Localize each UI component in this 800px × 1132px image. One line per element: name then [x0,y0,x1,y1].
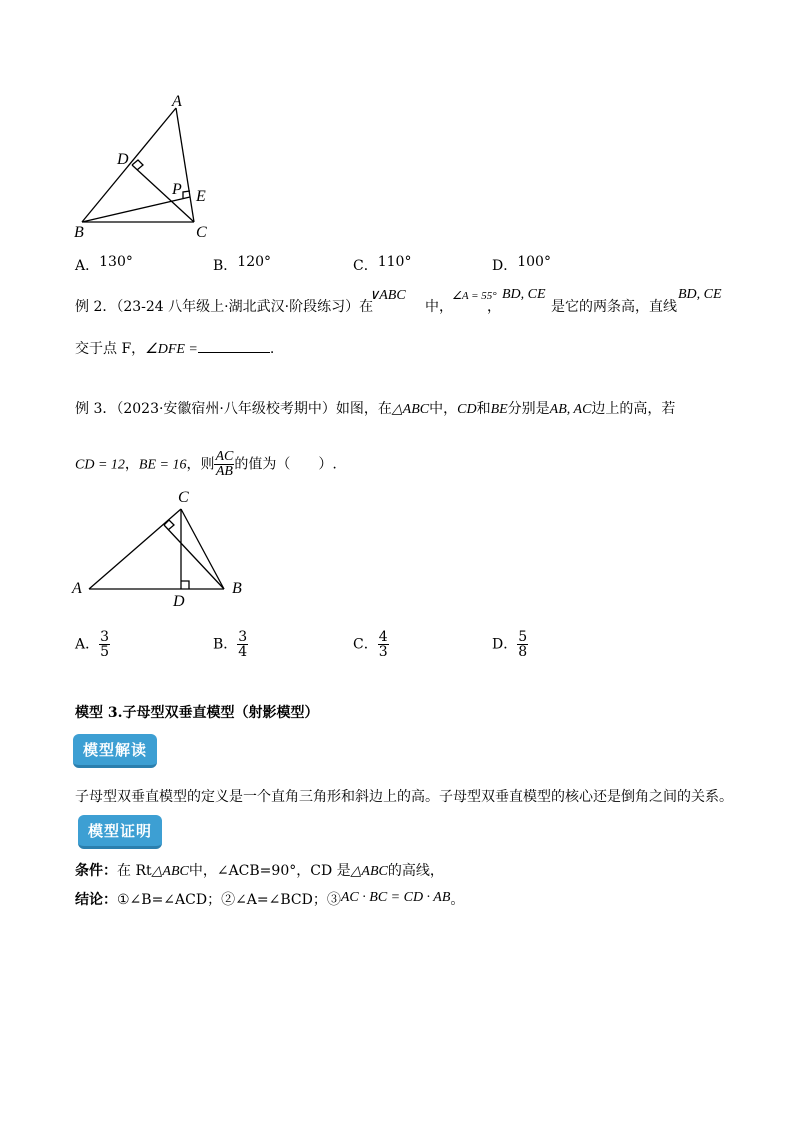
option-letter: D． [492,636,518,653]
example3-cd-value: CD = 12 [75,457,125,473]
example3-then: ，则 [186,456,215,473]
fraction-denominator: 8 [518,644,528,660]
q3-option-a[interactable] [75,630,110,659]
option-value: 120° [237,254,272,270]
example2-angle-expr: ∠DFE = [145,342,198,357]
example3-sep: ， [124,456,139,473]
badge-model-interpretation: 模型解读 [73,734,157,768]
option-letter: D． [492,258,518,274]
example2-line2-prefix: 交于点 F， [75,341,146,357]
condition-mid: 中，∠ACB=90°，CD 是 [188,863,351,879]
fig1-label-b: B [74,224,84,241]
condition-triangle: △ABC [151,864,189,879]
example3-mid1: 中， [429,401,458,417]
conclusion-formula: AC · BC = CD · AB [340,890,451,905]
example3-triangle: △ABC [391,402,430,417]
example3-mid2: 分别是 [507,401,550,417]
option-value: 130° [99,254,133,270]
fraction-denominator: AB [215,464,233,479]
example2-triangle: ∨ABC [369,288,406,303]
example2-line1 [75,298,373,316]
option-fraction [99,630,110,659]
example2-altitudes2: BD, CE [678,287,722,302]
q1-option-c[interactable] [353,254,412,275]
option-value: 100° [517,254,551,270]
condition-post: 的高线， [387,863,444,879]
conclusion-text: ①∠B=∠ACD；②∠A=∠BCD；③ [117,892,341,908]
fraction-numerator: AC [215,449,234,464]
option-letter: C． [353,258,378,274]
option-letter: A． [75,258,100,274]
fig1-label-d: D [117,151,129,168]
example2-line2 [75,340,274,359]
example3-be-value: BE = 16 [138,457,187,473]
example3-tail: 的值为（ ）. [234,456,337,473]
example3-sides: AB, AC [549,402,592,417]
q1-option-b[interactable] [213,254,272,275]
conclusion-label: 结论： [75,892,117,908]
fig1-label-p: P [172,181,182,198]
example3-prefix: 例 3．（2023·安徽宿州·八年级校考期中）如图，在 [75,401,392,417]
example3-line2 [75,450,337,479]
example3-be: BE [490,402,508,417]
fraction-numerator: 3 [100,629,110,645]
q3-option-c[interactable] [353,630,389,659]
condition-triangle-2: △ABC [350,864,388,879]
option-letter: B． [213,636,238,653]
fig2-label-d: D [173,593,185,610]
fraction-numerator: 3 [238,629,248,645]
option-fraction [237,630,248,659]
q1-option-d[interactable] [492,254,551,275]
example2-line2-suffix: . [269,341,275,357]
option-fraction [517,630,528,659]
example2-prefix: 例 2．（23-24 八年级上·湖北武汉·阶段练习）在 [75,299,374,315]
example2-angle: ∠A = 55° [452,290,497,302]
model3-condition [75,862,444,881]
answer-blank[interactable] [198,340,270,353]
fig2-label-b: B [232,580,242,597]
example3-suffix: 边上的高，若 [591,401,676,417]
example3-fraction [214,450,234,479]
model3-heading: 模型 3.子母型双垂直模型（射影模型） [75,705,319,721]
example2-mid1: 中， [425,299,453,315]
example2-comma: ， [487,299,501,315]
condition-label: 条件： [75,863,117,879]
option-letter: A． [75,636,100,653]
fraction-numerator: 5 [518,629,528,645]
fig2-label-c: C [178,489,189,506]
example2-mid2: 是它的两条高，直线 [551,299,677,315]
fig1-label-c: C [196,224,207,241]
fig2-label-a: A [72,580,82,597]
example2-altitudes: BD, CE [502,287,546,302]
figure-right-triangle [80,500,240,600]
example3-line1 [75,400,675,419]
example3-and: 和 [476,401,491,417]
conclusion-end: 。 [450,892,465,908]
model3-conclusion [75,891,464,910]
fig1-label-a: A [172,93,182,110]
q3-option-d[interactable] [492,630,528,659]
option-fraction [378,630,389,659]
option-letter: B． [213,258,238,274]
fraction-denominator: 4 [238,644,248,660]
q3-option-b[interactable] [213,630,248,659]
condition-pre: 在 Rt [117,863,152,879]
fig1-label-e: E [196,188,206,205]
fraction-denominator: 5 [100,644,110,660]
option-value: 110° [377,254,412,270]
example3-cd: CD [457,402,477,417]
fraction-denominator: 3 [378,644,388,660]
model3-definition: 子母型双垂直模型的定义是一个直角三角形和斜边上的高。子母型双垂直模型的核心还是倒角之间的关系。 [75,789,733,805]
q1-option-a[interactable] [75,254,133,275]
option-letter: C． [353,636,378,653]
badge-model-proof: 模型证明 [78,815,162,849]
fraction-numerator: 4 [378,629,388,645]
